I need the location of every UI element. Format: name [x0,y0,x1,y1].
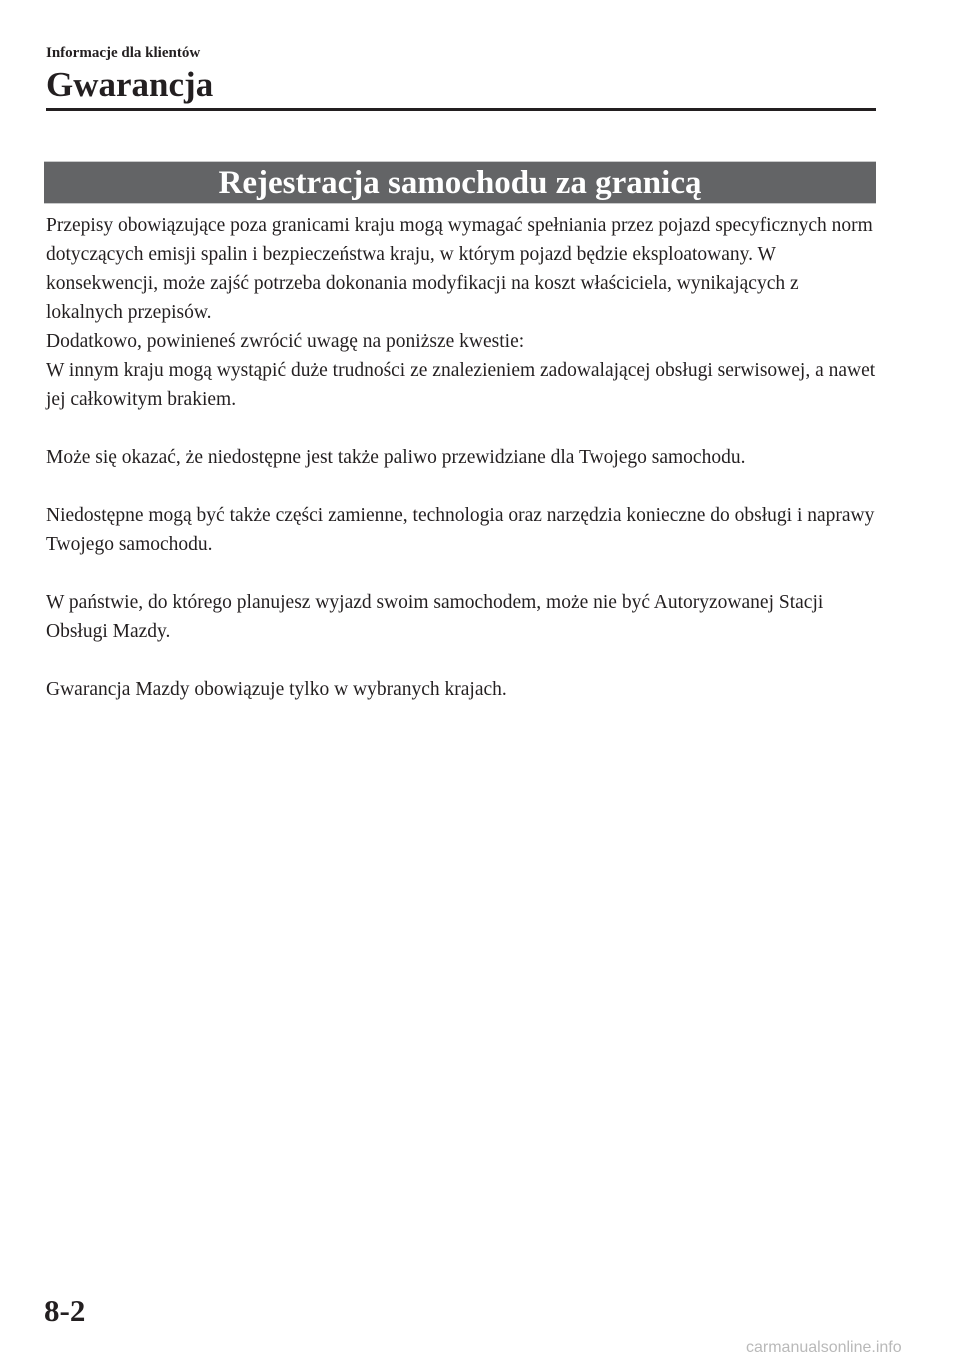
paragraph-service: W innym kraju mogą wystąpić duże trudności ze znalezieniem zadowalającej obsługi serwisowej, a nawet jej całkowitym brakiem. [46,360,876,410]
paragraph-fuel: Może się okazać, że niedostępne jest także paliwo przewidziane dla Twojego samochodu. [46,447,746,468]
paragraph-warranty: Gwarancja Mazdy obowiązuje tylko w wybranych krajach. [46,679,507,700]
page-title: Gwarancja [46,65,214,104]
section-label: Informacje dla klientów [46,45,201,61]
header-divider [46,108,876,111]
paragraph-intro: Przepisy obowiązujące poza granicami kraju mogą wymagać spełniania przez pojazd specyficznych norm dotyczących emisji spalin i bezpieczeństwa kraju, w którym pojazd będzie eksploatowany. W konsekwencji, może zajść potrzeba dokonania modyfikacji na koszt właściciela, wynikających z lokalnych przepisów. [46,215,873,323]
paragraph-parts: Niedostępne mogą być także części zamienne, technologia oraz narzędzia konieczne do obsługi i naprawy Twojego samochodu. [46,505,875,555]
section-banner [44,161,876,204]
paragraph-dealer: W państwie, do którego planujesz wyjazd swoim samochodem, może nie być Autoryzowanej Stacji Obsługi Mazdy. [46,592,824,642]
page-number: 8-2 [44,1293,86,1328]
page-header [46,44,876,106]
paragraph-considerations: Dodatkowo, powinieneś zwrócić uwagę na poniższe kwestie: [46,331,525,352]
watermark: carmanualsonline.info [746,1339,902,1356]
article-body [46,211,876,704]
section-heading: Rejestracja samochodu za granicą [218,164,702,201]
